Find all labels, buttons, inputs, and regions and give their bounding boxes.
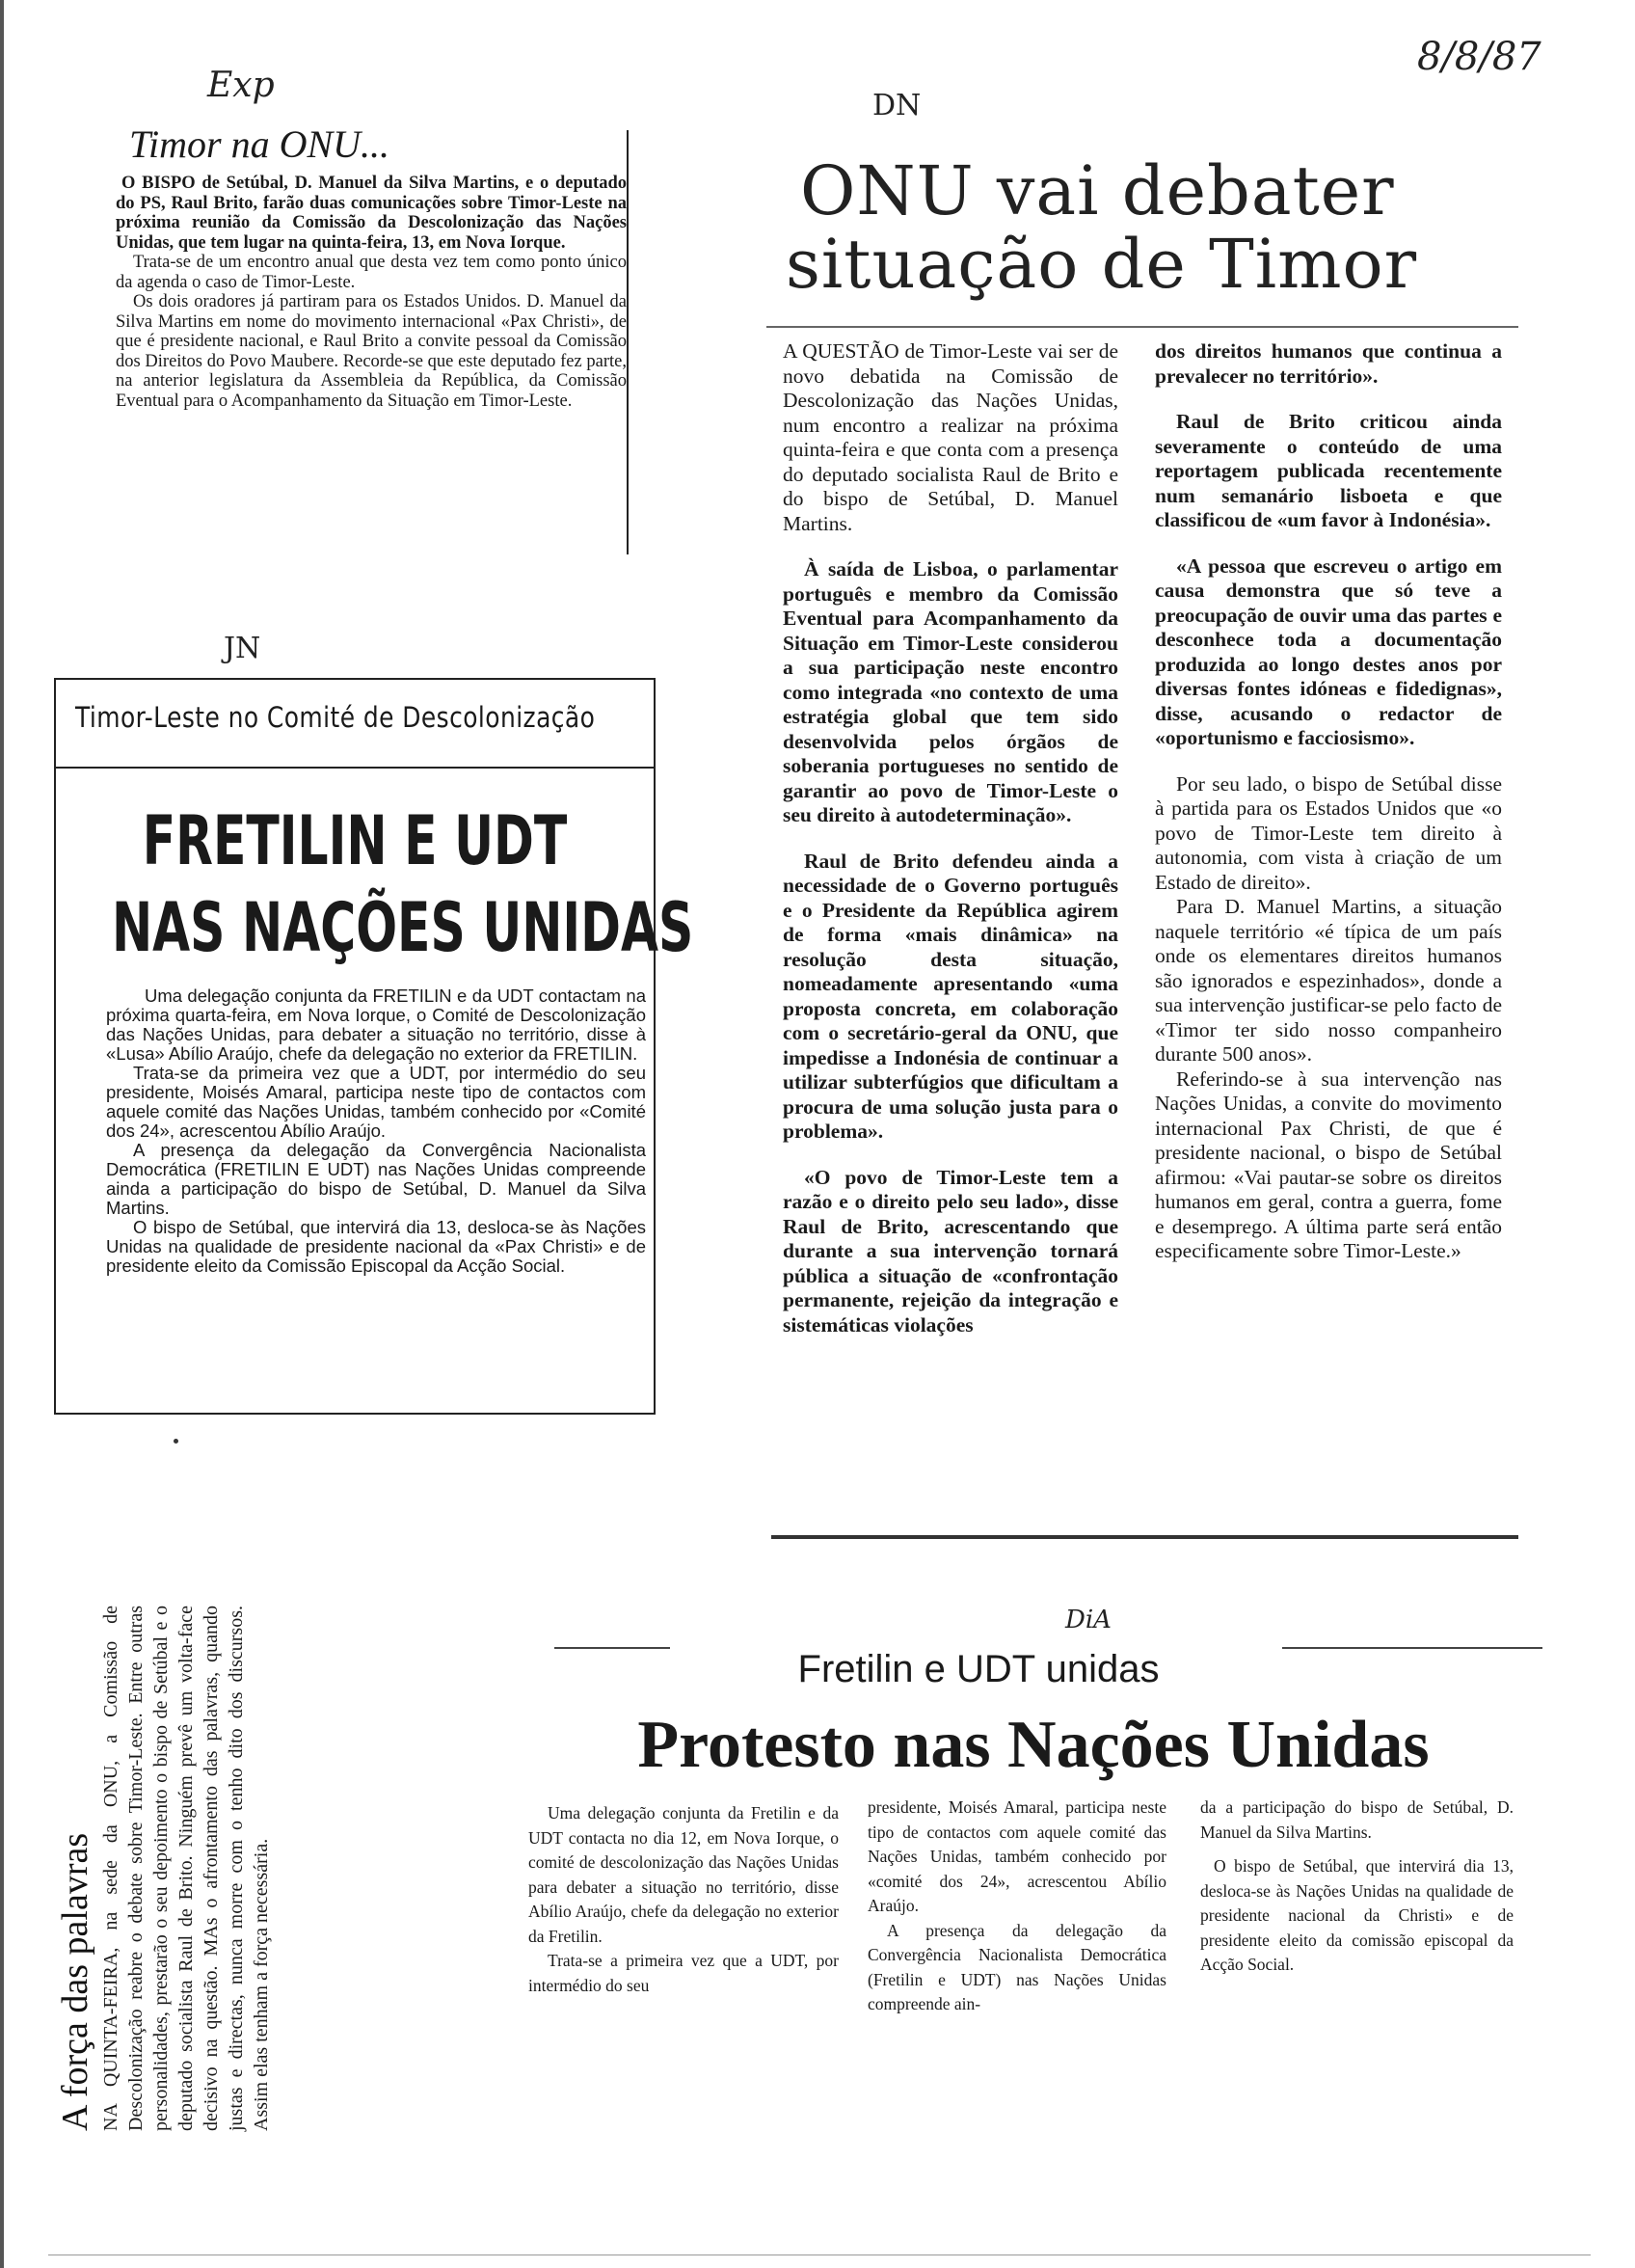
dn-paragraph: À saída de Lisboa, o parlamentar português e membro da Comissão Eventual para Acompanhamento da Situação em Timor-Leste considerou a sua participação neste encontro como integrada «no contexto de uma estratégia global que tem sido desenvolvida pelos órgãos de soberania portugueses no sentido de garantir ao povo de Timor-Leste o seu direito à autodeterminação». [783, 557, 1118, 826]
jn-paragraph: Trata-se da primeira vez que a UDT, por intermédio do seu presidente, Moisés Amaral, participa neste tipo de contactos com aquele comité das Nações Unidas, também conhecido por «Comité dos 24», acrescentou Abílio Araújo. [106, 1063, 646, 1141]
dn-paragraph: «A pessoa que escreveu o artigo em causa demonstra que só teve a preocupação de ouvir uma das partes e desconhece toda a documentação produzida ao longo destes anos por diversas fontes idóneas e fidedignas», disse, acusando o redactor de «oportunismo e facciosismo». [1155, 554, 1502, 749]
jn-clipping [54, 678, 694, 1415]
dia-column-2 [868, 1796, 1166, 2017]
dia-rule-left [554, 1647, 670, 1649]
jn-headline [111, 797, 694, 971]
handwritten-exp: Exp [207, 66, 275, 105]
handwritten-dia: DiA [1065, 1606, 1112, 1634]
dia-kicker: Fretilin e UDT unidas [797, 1648, 1160, 1690]
handwritten-jn: JN [224, 632, 261, 665]
jn-body [106, 986, 646, 1276]
handwritten-date: 8/8/87 [1417, 35, 1541, 79]
jn-headline-line2: NAS NAÇÕES UNIDAS [111, 888, 694, 967]
dia-paragraph: presidente, Moisés Amaral, participa neste tipo de contactos com aquele comité das Nações Unidas, também conhecido por «comité dos 24», acrescentou Abílio Araújo. [868, 1797, 1166, 1915]
expresso-right-rule [627, 130, 629, 554]
dn-paragraph: Raul de Brito criticou ainda severamente o conteúdo de uma reportagem publicada recentemente num semanário lisboeta e que classificou de «um favor à Indonésia». [1155, 410, 1502, 531]
dn-paragraph: «O povo de Timor-Leste tem a razão e o direito pelo seu lado», disse Raul de Brito, acrescentando que durante a sua intervenção tornará pública a situação de «confrontação permanente, rejeição da integração e sistemáticas violações [783, 1165, 1118, 1336]
dn-column-1 [783, 339, 1118, 1526]
dia-paragraph: Trata-se a primeira vez que a UDT, por intermédio do seu [528, 1951, 839, 1995]
sidebar-rotated-inner [56, 1581, 345, 2131]
expresso-clipping [116, 123, 627, 557]
dn-headline-line2: situação de Timor [786, 225, 1418, 304]
sidebar-rotated-clipping [56, 1581, 345, 2131]
sidebar-title: A força das palavras [55, 1832, 95, 2131]
scan-bottom-line [48, 2254, 1591, 2255]
dn-paragraph: Para D. Manuel Martins, a situação naquele território «é típica de um país onde os elementares direitos humanos são ignorados e espezinhados», donde a sua intervenção justificar-se pelo facto de «Timor ter sido nosso companheiro durante 500 anos». [1155, 895, 1502, 1066]
dia-paragraph: O bispo de Setúbal, que intervirá dia 13, desloca-se às Nações Unidas na qualidade de presidente nacional da Christi» e de presidente eleito da comissão episcopal da Acção Social. [1200, 1856, 1514, 1974]
dia-column-3 [1200, 1796, 1514, 1978]
dn-paragraph: dos direitos humanos que continua a prevalecer no território». [1155, 339, 1502, 388]
expresso-paragraph: O BISPO de Setúbal, D. Manuel da Silva Martins, e o deputado do PS, Raul Brito, farão duas comunicações sobre Timor-Leste na próxima reunião da Comissão da Descolonização das Nações Unidas, que tem lugar na quinta-feira, 13, em Nova Iorque. [116, 174, 627, 253]
dn-headline-divider [766, 326, 1518, 328]
dn-paragraph: Por seu lado, o bispo de Setúbal disse à partida para os Estados Unidos que «o povo de Timor-Leste tem direito à autonomia, com vista à criação de um Estado de direito». [1155, 771, 1502, 894]
dn-bottom-rule [771, 1535, 1518, 1539]
expresso-title: Timor na ONU... [129, 122, 390, 166]
handwritten-dn: DN [872, 89, 922, 122]
dn-paragraph: Raul de Brito defendeu ainda a necessidade de o Governo português e o Presidente da República agirem de forma «mais dinâmica» na resolução desta situação, nomeadamente apresentando «uma proposta concreta, em colaboração com o secretário-geral da ONU, que impedisse a Indonésia de continuar a utilizar subterfúgios que dificultam a procura de uma solução justa para o problema». [783, 849, 1118, 1143]
dn-headline [771, 151, 1504, 304]
jn-kicker: Timor-Leste no Comité de Descolonização [75, 701, 596, 734]
dia-headline: Protesto nas Nações Unidas [637, 1708, 1430, 1782]
dia-paragraph: Uma delegação conjunta da Fretilin e da UDT contacta no dia 12, em Nova Iorque, o comité de descolonização das Nações Unidas para debater a situação no território, disse Abílio Araújo, chefe da delegação no exterior da Fretilin. [528, 1803, 839, 1946]
expresso-paragraph: Trata-se de um encontro anual que desta vez tem como ponto único da agenda o caso de Timor-Leste. [116, 253, 627, 292]
jn-paragraph: A presença da delegação da Convergência Nacionalista Democrática (FRETILIN E UDT) nas Nações Unidas compreende ainda a participação do bispo de Setúbal, D. Manuel da Silva Martins. [106, 1140, 646, 1218]
dot [174, 1439, 178, 1444]
dn-column-2 [1155, 339, 1502, 1526]
sidebar-text: NA QUINTA-FEIRA, na sede da ONU, a Comissão de Descolonização reabre o debate sobre Timor-Leste. Entre outras personalidades, prestarão o seu depoimento o bispo de Setúbal e o deputado socialista Raul de Brito. Ninguém prevê um volta-face decisivo na questão. MAs o afrontamento das palavras, quando justas e directas, nunca morre com o tenho dito dos discursos. Assim elas tenham a força necessária. [100, 1606, 272, 2131]
dia-column-1 [528, 1801, 839, 1998]
dia-paragraph: da a participação do bispo de Setúbal, D. Manuel da Silva Martins. [1200, 1797, 1514, 1842]
dia-rule-right [1282, 1647, 1542, 1649]
dn-headline-line1: ONU vai debater [800, 151, 1395, 230]
jn-paragraph: O bispo de Setúbal, que intervirá dia 13, desloca-se às Nações Unidas na qualidade de presidente nacional da «Pax Christi» e de presidente eleito da Comissão Episcopal da Acção Social. [106, 1217, 646, 1276]
dia-paragraph: A presença da delegação da Convergência Nacionalista Democrática (Fretilin e UDT) nas Nações Unidas compreende ain- [868, 1920, 1166, 2013]
jn-paragraph: Uma delegação conjunta da FRETILIN e da UDT contactam na próxima quarta-feira, em Nova Iorque, o Comité de Descolonização das Nações Unidas, para debater a situação no território, disse à «Lusa» Abílio Araújo, chefe da delegação no exterior da FRETILIN. [106, 986, 646, 1064]
expresso-paragraph: Os dois oradores já partiram para os Estados Unidos. D. Manuel da Silva Martins em nome do movimento internacional «Pax Christi», de que é presidente nacional, e Raul Brito a convite pessoal da Comissão dos Direitos do Povo Maubere. Recorde-se que este deputado fez parte, na anterior legislatura da Assembleia da República, da Comissão Eventual para o Acompanhamento da Situação em Timor-Leste. [116, 292, 627, 411]
jn-headline-line1: FRETILIN E UDT [142, 801, 568, 880]
dn-paragraph: Referindo-se à sua intervenção nas Nações Unidas, a convite do movimento internacional Pax Christi, de que é presidente nacional, o bispo de Setúbal afirmou: «Vai pautar-se sobre os direitos humanos em geral, contra a guerra, fome e desemprego. A última parte será então especificamente sobre Timor-Leste.» [1155, 1066, 1502, 1262]
dn-paragraph: A QUESTÃO de Timor-Leste vai ser de novo debatida na Comissão de Descolonização das Nações Unidas, num encontro a realizar na próxima quinta-feira e que conta com a presença do deputado socialista Raul de Brito e do bispo de Setúbal, D. Manuel Martins. [783, 339, 1118, 535]
scan-edge [0, 0, 4, 2268]
jn-kicker-rule [56, 767, 654, 769]
